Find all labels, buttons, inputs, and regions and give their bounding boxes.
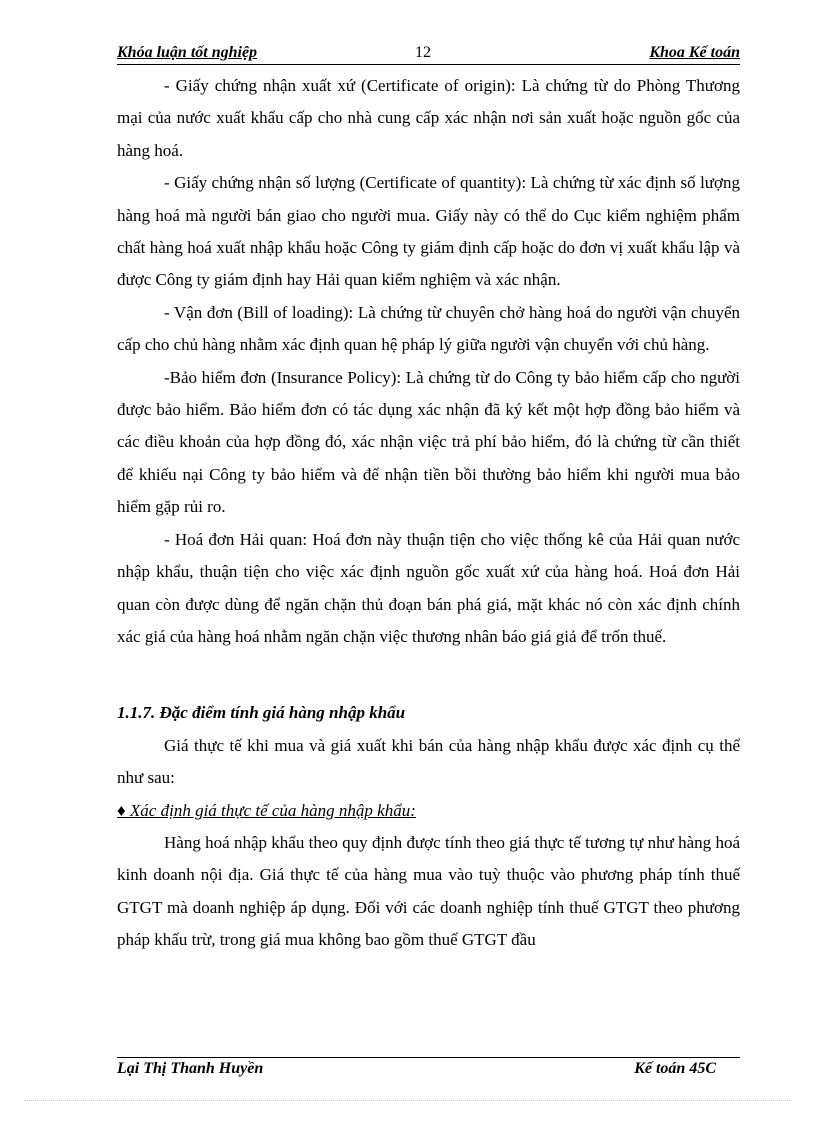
section-subheading: ♦ Xác định giá thực tế của hàng nhập khẩu:	[117, 800, 416, 820]
page-number: 12	[415, 44, 431, 61]
header-thesis-label: Khóa luận tốt nghiệp	[117, 44, 258, 61]
document-body	[117, 70, 740, 957]
page-footer	[117, 1057, 740, 1078]
section-heading: 1.1.7. Đặc điểm tính giá hàng nhập khẩu	[117, 703, 406, 723]
footer-author: Lại Thị Thanh Huyền	[117, 1060, 264, 1077]
section-intro: Giá thực tế khi mua và giá xuất khi bán của hàng nhập khẩu được xác định cụ thể như sau:	[117, 735, 740, 788]
paragraph-insurance-policy: -Bảo hiểm đơn (Insurance Policy): Là chứng từ do Công ty bảo hiểm cấp cho người được bảo hiểm. Bảo hiểm đơn có tác dụng xác nhận đã ký kết một hợp đồng bảo hiểm và các điều khoản của hợp đồng đó, xác nhận việc trả phí bảo hiểm, đó là chứng từ cần thiết để khiếu nại Công ty bảo hiểm và để nhận tiền bồi thường bảo hiểm khi người mua bảo hiểm gặp rủi ro.	[117, 367, 740, 517]
paragraph-certificate-of-quantity: - Giấy chứng nhận số lượng (Certificate of quantity): Là chứng từ xác định số lượng hàng hoá mà người bán giao cho người mua. Giấy này có thể do Cục kiểm nghiệm phẩm chất hàng hoá xuất nhập khẩu hoặc Công ty giám định cấp hoặc do đơn vị xuất khẩu lập và được Công ty giám định hay Hải quan kiểm nghiệm và xác nhận.	[117, 173, 740, 290]
page-border-divider	[24, 1100, 792, 1101]
footer-class: Kế toán 45C	[634, 1060, 716, 1077]
paragraph-certificate-of-origin: - Giấy chứng nhận xuất xứ (Certificate of origin): Là chứng từ do Phòng Thương mại của nước xuất khẩu cấp cho nhà cung cấp xác nhận nơi sản xuất hoặc nguồn gốc của hàng hoá.	[117, 76, 740, 160]
header-faculty-label: Khoa Kế toán	[649, 44, 740, 61]
paragraph-customs-invoice: - Hoá đơn Hải quan: Hoá đơn này thuận tiện cho việc thống kê của Hải quan nước nhập khẩu, thuận tiện cho việc xác định nguồn gốc xuất xứ của hàng hoá. Hoá đơn Hải quan còn được dùng để ngăn chặn thủ đoạn bán phá giá, mặt khác nó còn xác định chính xác giá của hàng hoá nhằm ngăn chặn việc thương nhân báo giá giả để trốn thuế.	[117, 529, 740, 646]
paragraph-bill-of-loading: - Vận đơn (Bill of loading): Là chứng từ chuyên chở hàng hoá do người vận chuyển cấp cho chủ hàng nhằm xác định quan hệ pháp lý giữa người vận chuyển với chủ hàng.	[117, 302, 740, 355]
section-body: Hàng hoá nhập khẩu theo quy định được tính theo giá thực tế tương tự như hàng hoá kinh doanh nội địa. Giá thực tế của hàng mua vào tuỳ thuộc vào phương pháp tính thuế GTGT mà doanh nghiệp áp dụng. Đối với các doanh nghiệp tính thuế GTGT theo phương pháp khấu trừ, trong giá mua không bao gồm thuế GTGT đầu	[117, 832, 740, 950]
page-header	[117, 40, 740, 65]
